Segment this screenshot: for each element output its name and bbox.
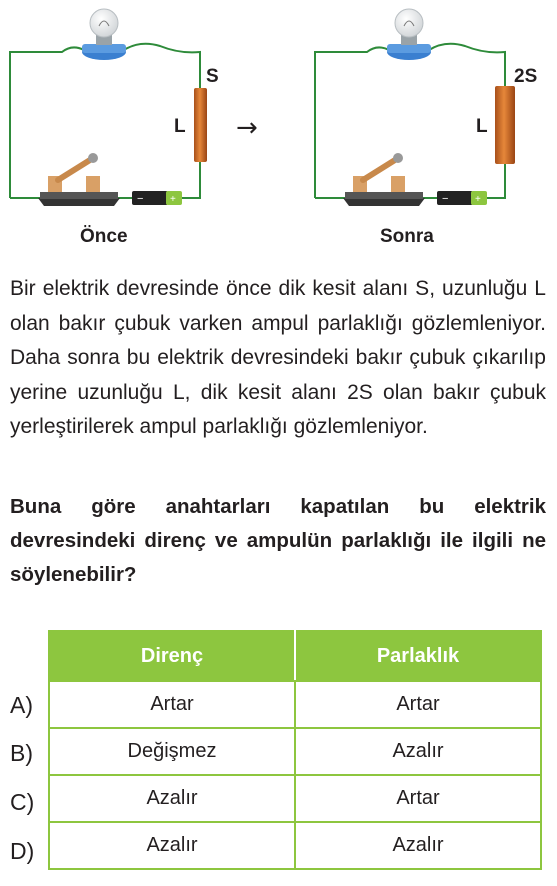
question-text: Buna göre anahtarları kapatılan bu elektrik devresindeki direnç ve ampulün parlaklığı ile ilgili ne söylenebilir? xyxy=(10,495,546,586)
svg-text:+: + xyxy=(475,194,481,205)
svg-text:−: − xyxy=(442,193,449,205)
option-a-label[interactable]: A) xyxy=(10,692,33,718)
battery-icon xyxy=(437,191,487,205)
option-c-label[interactable]: C) xyxy=(10,789,35,815)
option-b-label[interactable]: B) xyxy=(10,740,33,766)
table-row[interactable] xyxy=(49,681,541,728)
cell-direnc: Değişmez xyxy=(49,728,295,775)
cell-parlaklik: Azalır xyxy=(295,728,541,775)
battery-icon xyxy=(132,191,182,205)
cell-direnc: Azalır xyxy=(49,775,295,822)
cell-direnc: Artar xyxy=(49,681,295,728)
copper-rod xyxy=(194,88,207,162)
table-row[interactable] xyxy=(49,822,541,869)
table-row[interactable] xyxy=(49,728,541,775)
area-label: S xyxy=(206,66,219,87)
area-label: 2S xyxy=(514,66,538,87)
length-label: L xyxy=(174,116,186,137)
option-d-label[interactable]: D) xyxy=(10,838,35,864)
cell-parlaklik: Artar xyxy=(295,775,541,822)
cell-parlaklik: Azalır xyxy=(295,822,541,869)
circuit-before xyxy=(10,9,219,206)
switch-icon xyxy=(38,153,120,206)
circuit-after xyxy=(315,9,537,206)
wire xyxy=(10,44,200,198)
length-label: L xyxy=(476,116,488,137)
problem-text: Bir elektrik devresinde önce dik kesit alanı S, uzunluğu L olan bakır çubuk varken ampul parlaklığı gözlemleniyor. Daha sonra bu elektrik devresindeki bakır çubuk çıkarılıp yerine uzunluğu L, dik kesit alanı 2S olan bakır çubuk yerleştirilerek ampul parlaklığı gözlemleniyor. xyxy=(10,277,546,438)
bulb-icon xyxy=(82,9,126,60)
table-row[interactable] xyxy=(49,775,541,822)
cell-parlaklik: Artar xyxy=(295,681,541,728)
svg-text:+: + xyxy=(170,194,176,205)
answer-table xyxy=(48,630,542,870)
copper-rod xyxy=(495,86,515,164)
caption-before: Önce xyxy=(80,226,128,247)
circuit-diagram xyxy=(0,0,557,260)
caption-after: Sonra xyxy=(380,226,434,247)
column-header-parlaklik: Parlaklık xyxy=(295,631,541,681)
svg-text:−: − xyxy=(137,193,144,205)
cell-direnc: Azalır xyxy=(49,822,295,869)
column-header-direnc: Direnç xyxy=(49,631,295,681)
arrow-icon: → xyxy=(236,113,258,143)
bulb-icon xyxy=(387,9,431,60)
switch-icon xyxy=(343,153,425,206)
